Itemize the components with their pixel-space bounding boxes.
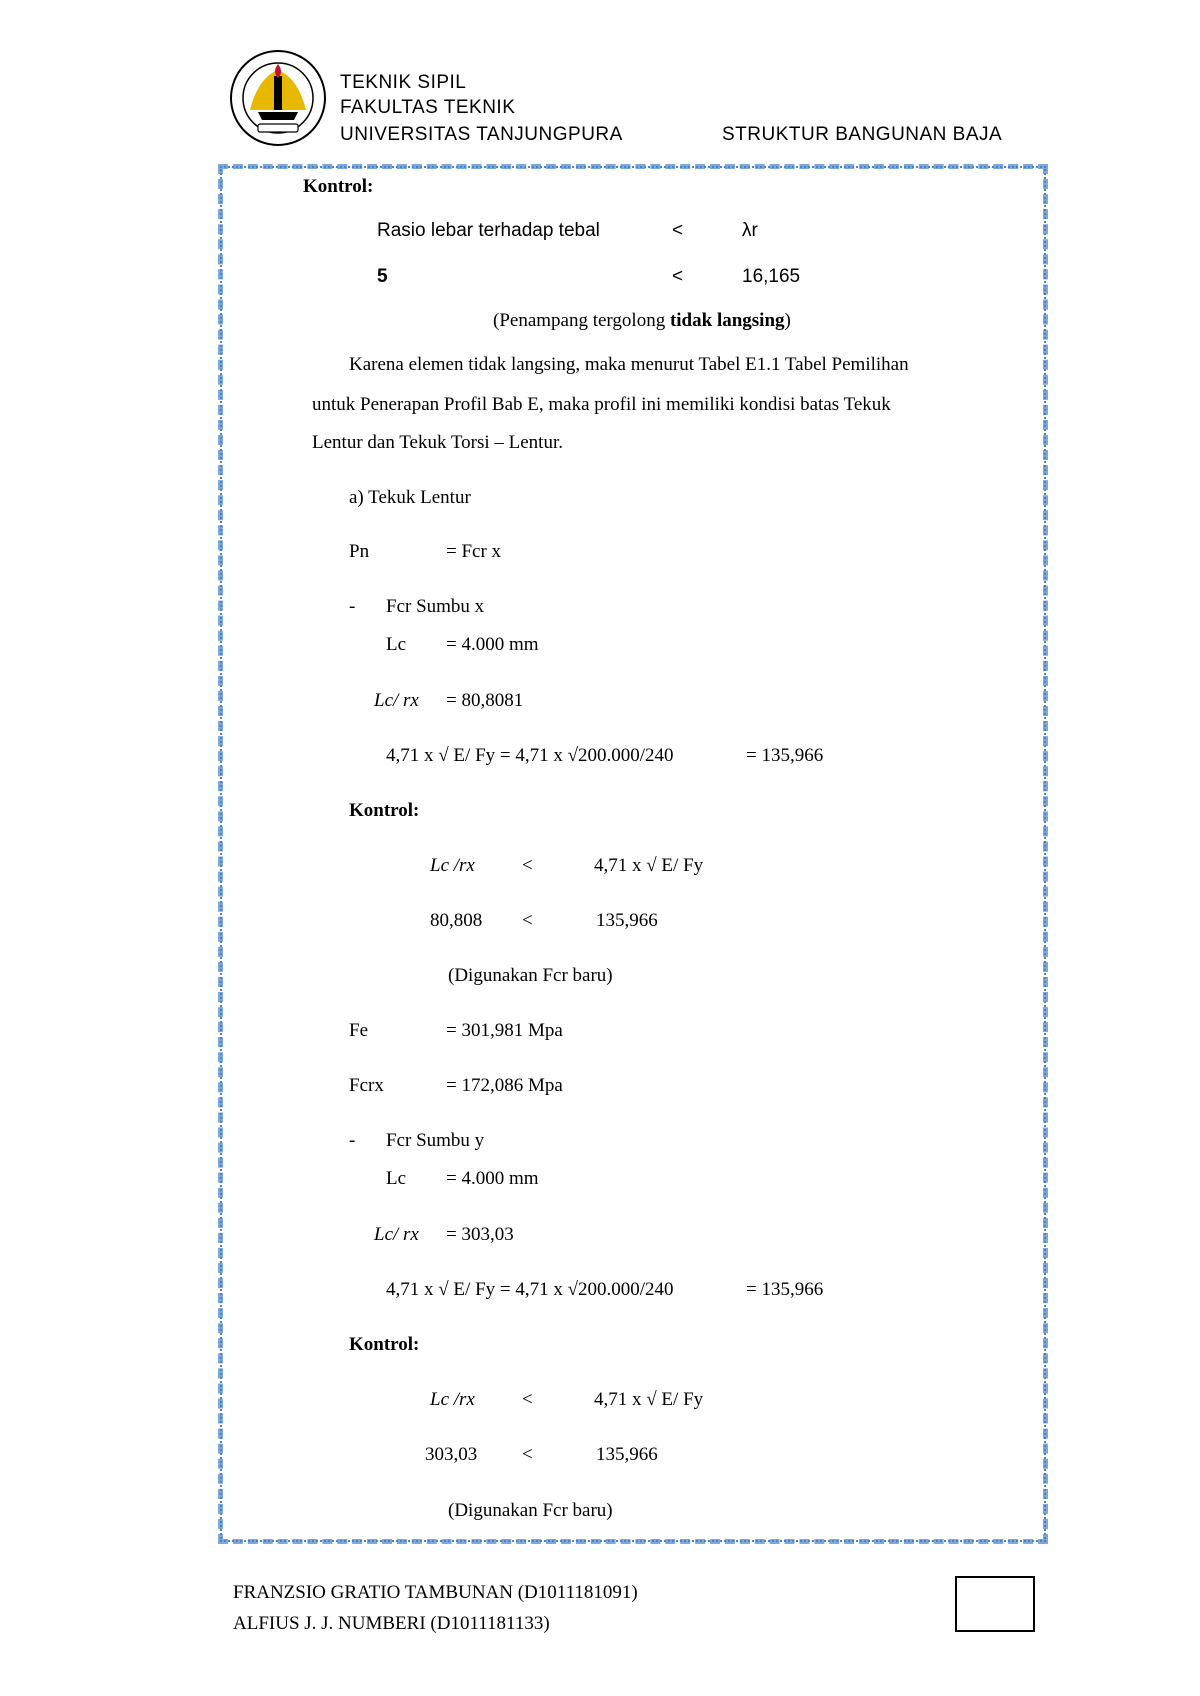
- footer-author-2: ALFIUS J. J. NUMBERI (D1011181133): [233, 1613, 550, 1634]
- y-k2-op: <: [522, 1444, 533, 1465]
- y-k2-right: 135,966: [596, 1444, 658, 1465]
- x-ratio-value: = 80,8081: [446, 690, 524, 711]
- kontrol-heading-1: Kontrol:: [303, 176, 374, 197]
- x-lc-label: Lc: [386, 634, 407, 655]
- x-dash: -: [349, 596, 356, 617]
- y-note: (Digunakan Fcr baru): [448, 1500, 613, 1521]
- penampang-note: (Penampang tergolong tidak langsing): [493, 310, 791, 331]
- page-number-box: [955, 1576, 1035, 1632]
- x-k-right: 4,71 x √ E/ Fy: [594, 855, 704, 876]
- ratio-value: 5: [377, 266, 388, 287]
- ratio-op-2: <: [672, 266, 684, 287]
- university-logo: [228, 48, 328, 148]
- x-k2-left: 80,808: [430, 910, 483, 931]
- ratio-op: <: [672, 220, 684, 241]
- header-course: STRUKTUR BANGUNAN BAJA: [722, 124, 1003, 145]
- header-university: UNIVERSITAS TANJUNGPURA: [340, 124, 623, 145]
- section-a-heading: a) Tekuk Lentur: [349, 487, 471, 508]
- x-ratio-label: Lc/ rx: [374, 690, 419, 711]
- y-lc-label: Lc: [386, 1168, 407, 1189]
- x-k2-right: 135,966: [596, 910, 658, 931]
- fcrx-value: = 172,086 Mpa: [446, 1075, 563, 1096]
- y-limit-expr: 4,71 x √ E/ Fy = 4,71 x √200.000/240: [386, 1279, 674, 1300]
- paragraph-line-3: Lentur dan Tekuk Torsi – Lentur.: [312, 432, 563, 453]
- pn-value: = Fcr x: [446, 541, 502, 562]
- x-kontrol-heading: Kontrol:: [349, 800, 420, 821]
- x-k-left: Lc /rx: [430, 855, 475, 876]
- y-limit-value: = 135,966: [746, 1279, 824, 1300]
- fe-value: = 301,981 Mpa: [446, 1020, 563, 1041]
- x-k-op: <: [522, 855, 533, 876]
- y-lc-value: = 4.000 mm: [446, 1168, 539, 1189]
- x-lc-value: = 4.000 mm: [446, 634, 539, 655]
- x-limit-expr: 4,71 x √ E/ Fy = 4,71 x √200.000/240: [386, 745, 674, 766]
- header-dept: TEKNIK SIPIL: [340, 72, 467, 93]
- y-ratio-value: = 303,03: [446, 1224, 514, 1245]
- x-title: Fcr Sumbu x: [386, 596, 485, 617]
- fcrx-label: Fcrx: [349, 1075, 384, 1096]
- y-title: Fcr Sumbu y: [386, 1130, 485, 1151]
- y-k2-left: 303,03: [425, 1444, 478, 1465]
- x-k2-op: <: [522, 910, 533, 931]
- y-k-left: Lc /rx: [430, 1389, 475, 1410]
- ratio-limit-value: 16,165: [742, 266, 801, 287]
- y-k-op: <: [522, 1389, 533, 1410]
- x-limit-value: = 135,966: [746, 745, 824, 766]
- y-ratio-label: Lc/ rx: [374, 1224, 419, 1245]
- y-dash: -: [349, 1130, 356, 1151]
- y-kontrol-heading: Kontrol:: [349, 1334, 420, 1355]
- fe-label: Fe: [349, 1020, 368, 1041]
- footer-author-1: FRANZSIO GRATIO TAMBUNAN (D1011181091): [233, 1582, 638, 1603]
- pn-label: Pn: [349, 541, 370, 562]
- paragraph-line-2: untuk Penerapan Profil Bab E, maka profil ini memiliki kondisi batas Tekuk: [312, 394, 891, 415]
- header-faculty: FAKULTAS TEKNIK: [340, 97, 516, 118]
- y-k-right: 4,71 x √ E/ Fy: [594, 1389, 704, 1410]
- ratio-label: Rasio lebar terhadap tebal: [377, 220, 600, 241]
- x-note: (Digunakan Fcr baru): [448, 965, 613, 986]
- paragraph-line-1: Karena elemen tidak langsing, maka menurut Tabel E1.1 Tabel Pemilihan: [349, 354, 909, 375]
- ratio-limit: λr: [742, 220, 758, 241]
